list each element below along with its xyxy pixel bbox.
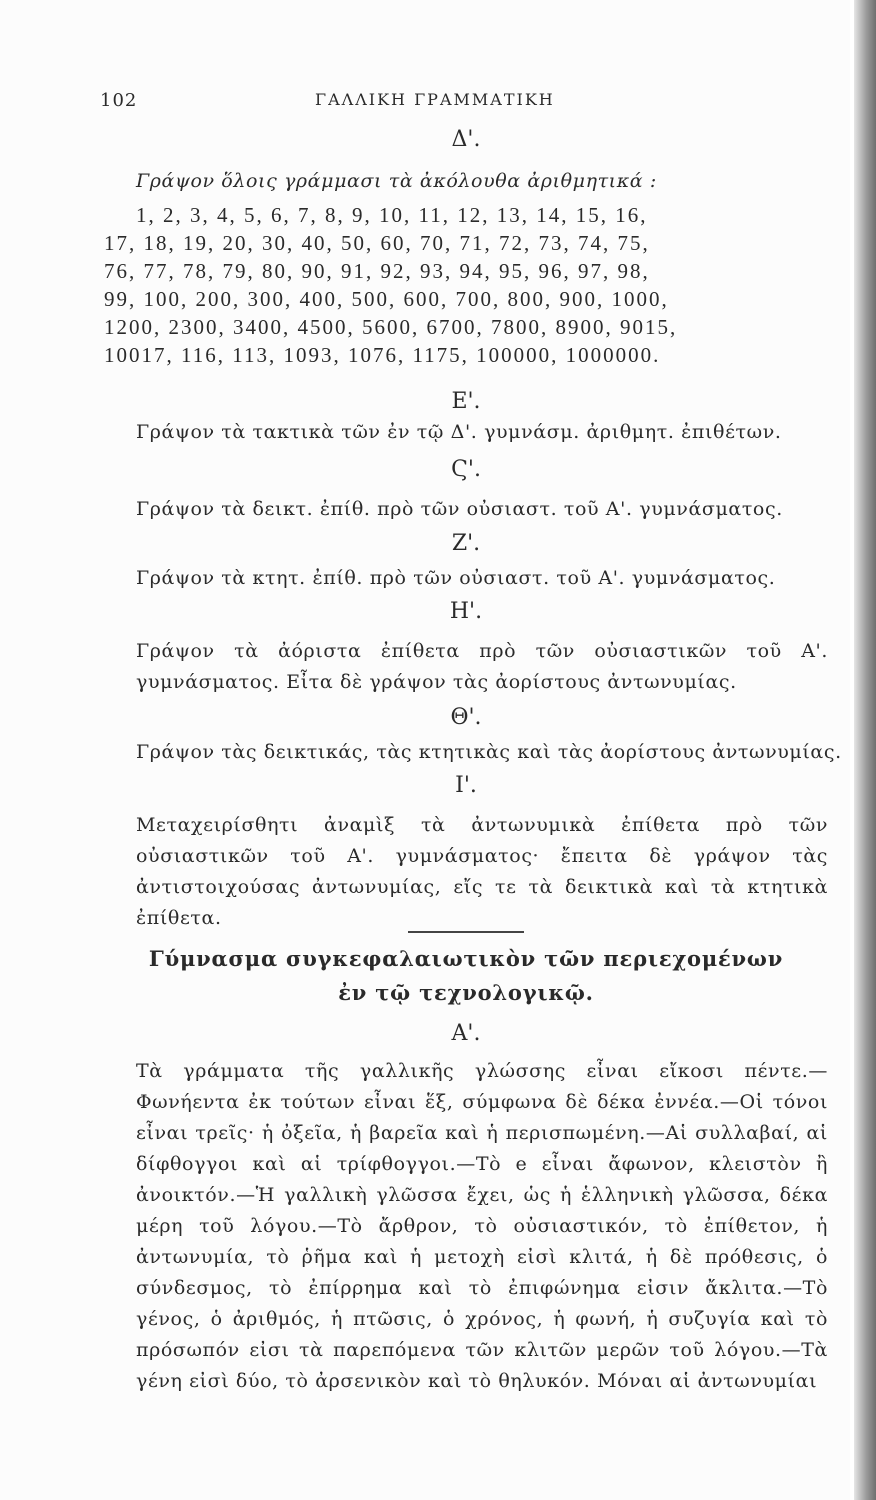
page-number: 102 <box>100 90 138 111</box>
exercise-instruction: Μεταχειρίσθητι ἀναμὶξ τὰ ἀντωνυμικὰ ἐπίθετα πρὸ τῶν οὐσιαστικῶν τοῦ Α'. γυμνάσματος· ἔπειτα δὲ γράψον τὰς ἀντιστοιχούσας ἀντωνυμίας, εἴς τε τὰ δεικτικὰ καὶ τὰ κτητικὰ ἐπίθετα. <box>136 814 828 929</box>
exercise-instruction: Γράψον τὰ ἀόριστα ἐπίθετα πρὸ τῶν οὐσιαστικῶν τοῦ Α'. γυμνάσματος. Εἶτα δὲ γράψον τὰς ἀορίστους ἀντωνυμίας. <box>136 640 828 693</box>
page-header <box>100 90 820 120</box>
number-line: 1200, 2300, 3400, 4500, 5600, 6700, 7800, 8900, 9015, <box>104 315 678 339</box>
number-line: 17, 18, 19, 20, 30, 40, 50, 60, 70, 71, 72, 73, 74, 75, <box>104 231 650 255</box>
exercise-instruction: Γράψον ὅλοις γράμμασι τὰ ἀκόλουθα ἀριθμητικά : <box>136 170 657 192</box>
exercise-text <box>104 636 828 698</box>
number-line: 99, 100, 200, 300, 400, 500, 600, 700, 800, 900, 1000, <box>104 287 669 311</box>
summary-title-line: ἐν τῷ τεχνολογικῷ. <box>338 980 594 1005</box>
section-numeral: Θ'. <box>450 705 482 730</box>
exercise-text <box>104 494 828 525</box>
section-numeral: Ε'. <box>451 389 481 414</box>
summary-paragraph: Τὰ γράμματα τῆς γαλλικῆς γλώσσης εἶναι εἴκοσι πέντε.—Φωνήεντα ἐκ τούτων εἶναι ἕξ, σύμφωνα δὲ δέκα ἐννέα.—Οἱ τόνοι εἶναι τρεῖς· ἡ ὀξεῖα, ἡ βαρεῖα καὶ ἡ περισπωμένη.—Αἱ συλλαβαί, αἱ δίφθογγοι καὶ αἱ τρίφθογγοι.—Τὸ e εἶναι ἄφωνον, κλειστὸν ἢ ἀνοικτόν.—Ἡ γαλλικὴ γλῶσσα ἔχει, ὡς ἡ ἑλληνικὴ γλῶσσα, δέκα μέρη τοῦ λόγου.—Τὸ ἄρθρον, τὸ οὐσιαστικόν, τὸ ἐπίθετον, ἡ ἀντωνυμία, τὸ ῥῆμα καὶ ἡ μετοχὴ εἰσὶ κλιτά, ἡ δὲ πρόθεσις, ὁ σύνδεσμος, τὸ ἐπίρρημα καὶ τὸ ἐπιφώνημα εἰσιν ἄκλιτα.—Τὸ γένος, ὁ ἀριθμός, ἡ πτῶσις, ὁ χρόνος, ἡ φωνή, ἡ συζυγία καὶ τὸ πρόσωπόν εἰσι τὰ παρεπόμενα τῶν κλιτῶν μερῶν τοῦ λόγου.—Τὰ γένη εἰσὶ δύο, τὸ ἀρσενικὸν καὶ τὸ θηλυκόν. Μόναι αἱ ἀντωνυμίαι <box>136 1060 828 1392</box>
section-divider <box>408 931 524 933</box>
exercise-text <box>104 166 828 197</box>
exercise-instruction: Γράψον τὰ κτητ. ἐπίθ. πρὸ τῶν οὐσιαστ. τοῦ Α'. γυμνάσματος. <box>136 567 776 589</box>
book-spine-shadow <box>854 0 876 1500</box>
number-line: 1, 2, 3, 4, 5, 6, 7, 8, 9, 10, 11, 12, 13, 14, 15, 16, <box>136 203 648 227</box>
exercise-text <box>104 417 828 448</box>
section-numeral: Ζ'. <box>451 531 481 556</box>
summary-title <box>104 942 828 1010</box>
running-title: ΓΑΛΛΙΚΗ ΓΡΑΜΜΑΤΙΚΗ <box>315 90 555 109</box>
exercise-instruction: Γράψον τὰ τακτικὰ τῶν ἐν τῷ Δ'. γυμνάσμ. ἀριθμητ. ἐπιθέτων. <box>136 421 782 443</box>
number-line: 76, 77, 78, 79, 80, 90, 91, 92, 93, 94, 95, 96, 97, 98, <box>104 259 650 283</box>
number-list <box>104 201 828 369</box>
exercise-text <box>104 810 828 934</box>
exercise-text <box>104 563 828 594</box>
section-numeral: Ι'. <box>455 773 477 798</box>
exercise-instruction: Γράψον τὰς δεικτικάς, τὰς κτητικὰς καὶ τὰς ἀορίστους ἀντωνυμίας. <box>136 741 842 763</box>
summary-text <box>104 1056 828 1397</box>
exercise-text <box>104 737 842 768</box>
number-line: 10017, 116, 113, 1093, 1076, 1175, 100000, 1000000. <box>104 343 661 367</box>
section-numeral: Α'. <box>451 1021 481 1046</box>
exercise-instruction: Γράψον τὰ δεικτ. ἐπίθ. πρὸ τῶν οὐσιαστ. τοῦ Α'. γυμνάσματος. <box>136 498 783 520</box>
section-numeral: Η'. <box>449 599 483 624</box>
summary-title-line: Γύμνασμα συγκεφαλαιωτικὸν τῶν περιεχομένων <box>148 946 784 971</box>
section-numeral: Ϛ'. <box>451 457 481 482</box>
section-numeral: Δ'. <box>451 127 481 152</box>
